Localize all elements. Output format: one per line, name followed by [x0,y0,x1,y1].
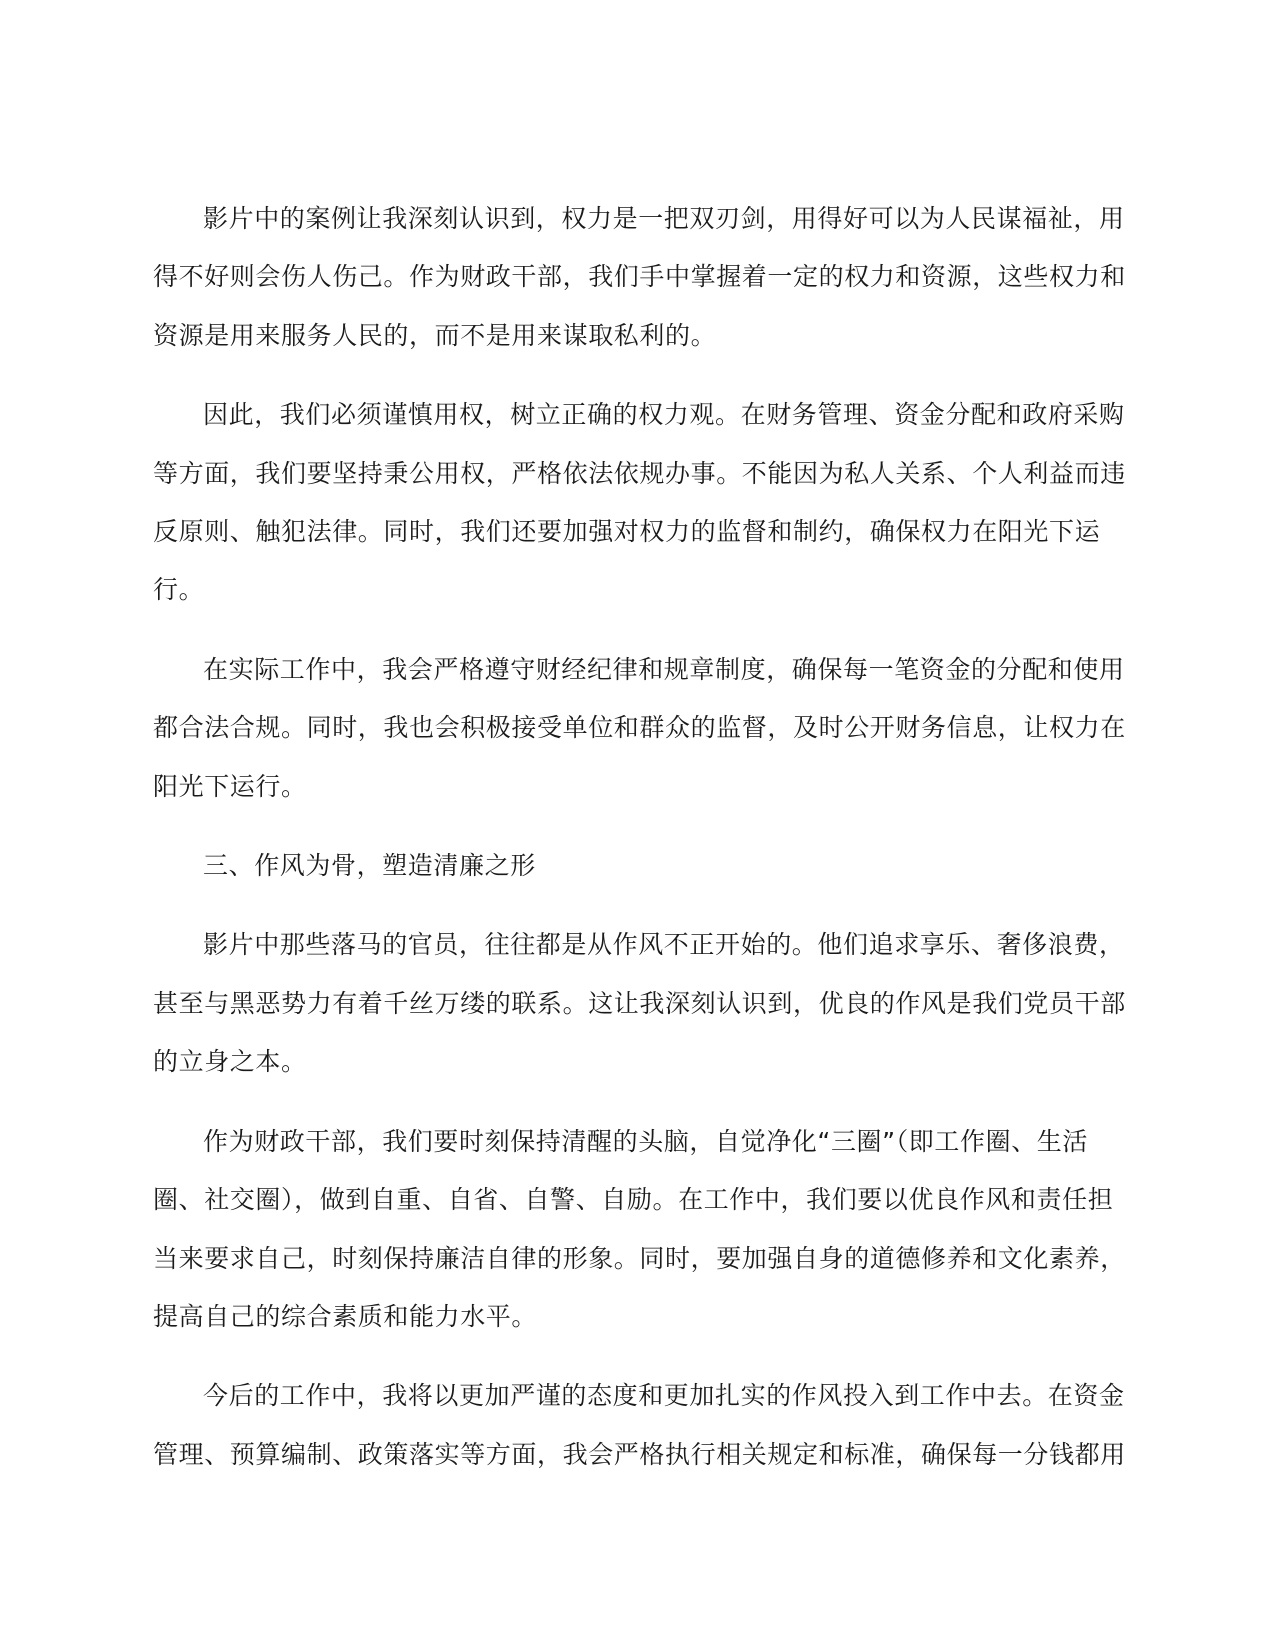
text-line: 阳光下运行。 [153,771,307,801]
section-heading-3 [153,837,1121,895]
text-line: 等方面，我们要坚持秉公用权，严格依法依规办事。不能因为私人关系、个人利益而违 [153,458,1126,488]
paragraph-fallen-officials [153,916,1126,1091]
text-line: 圈、社交圈），做到自重、自省、自警、自励。在工作中，我们要以优良作风和责任担 [153,1185,1114,1215]
text-line: 当来要求自己，时刻保持廉洁自律的形象。同时，要加强自身的道德修养和文化素养， [153,1243,1126,1273]
text-line: 作为财政干部，我们要时刻保持清醒的头脑，自觉净化“三圈”（即工作圈、生活 [203,1126,1089,1156]
text-line: 都合法合规。同时，我也会积极接受单位和群众的监督，及时公开财务信息，让权力在 [153,713,1126,743]
text-line: 的立身之本。 [153,1047,307,1077]
text-line: 因此，我们必须谨慎用权，树立正确的权力观。在财务管理、资金分配和政府采购 [203,400,1125,430]
text-line: 甚至与黑恶势力有着千丝万缕的联系。这让我深刻认识到，优良的作风是我们党员干部 [153,988,1126,1018]
heading-text: 三、作风为骨，塑造清廉之形 [203,851,536,881]
text-line: 管理、预算编制、政策落实等方面，我会严格执行相关规定和标准，确保每一分钱都用 [153,1439,1126,1469]
paragraph-future-work [153,1367,1126,1484]
text-line: 今后的工作中，我将以更加严谨的态度和更加扎实的作风投入到工作中去。在资金 [203,1381,1125,1411]
paragraph-practical-work [153,641,1126,816]
paragraph-use-power-carefully [153,386,1126,620]
text-line: 行。 [153,575,205,605]
text-line: 影片中那些落马的官员，往往都是从作风不正开始的。他们追求享乐、奢侈浪费， [203,930,1125,960]
text-line: 提高自己的综合素质和能力水平。 [153,1301,538,1331]
text-line: 资源是用来服务人民的，而不是用来谋取私利的。 [153,320,717,350]
text-line: 得不好则会伤人伤己。作为财政干部，我们手中掌握着一定的权力和资源，这些权力和 [153,262,1126,292]
text-line: 影片中的案例让我深刻认识到，权力是一把双刃剑，用得好可以为人民谋福祉，用 [203,204,1125,233]
document-page [153,190,1126,1505]
paragraph-three-circles [153,1113,1126,1347]
text-line: 在实际工作中，我会严格遵守财经纪律和规章制度，确保每一笔资金的分配和使用 [203,654,1125,684]
text-line: 反原则、触犯法律。同时，我们还要加强对权力的监督和制约，确保权力在阳光下运 [153,517,1101,547]
paragraph-power-double-edged [153,190,1126,365]
